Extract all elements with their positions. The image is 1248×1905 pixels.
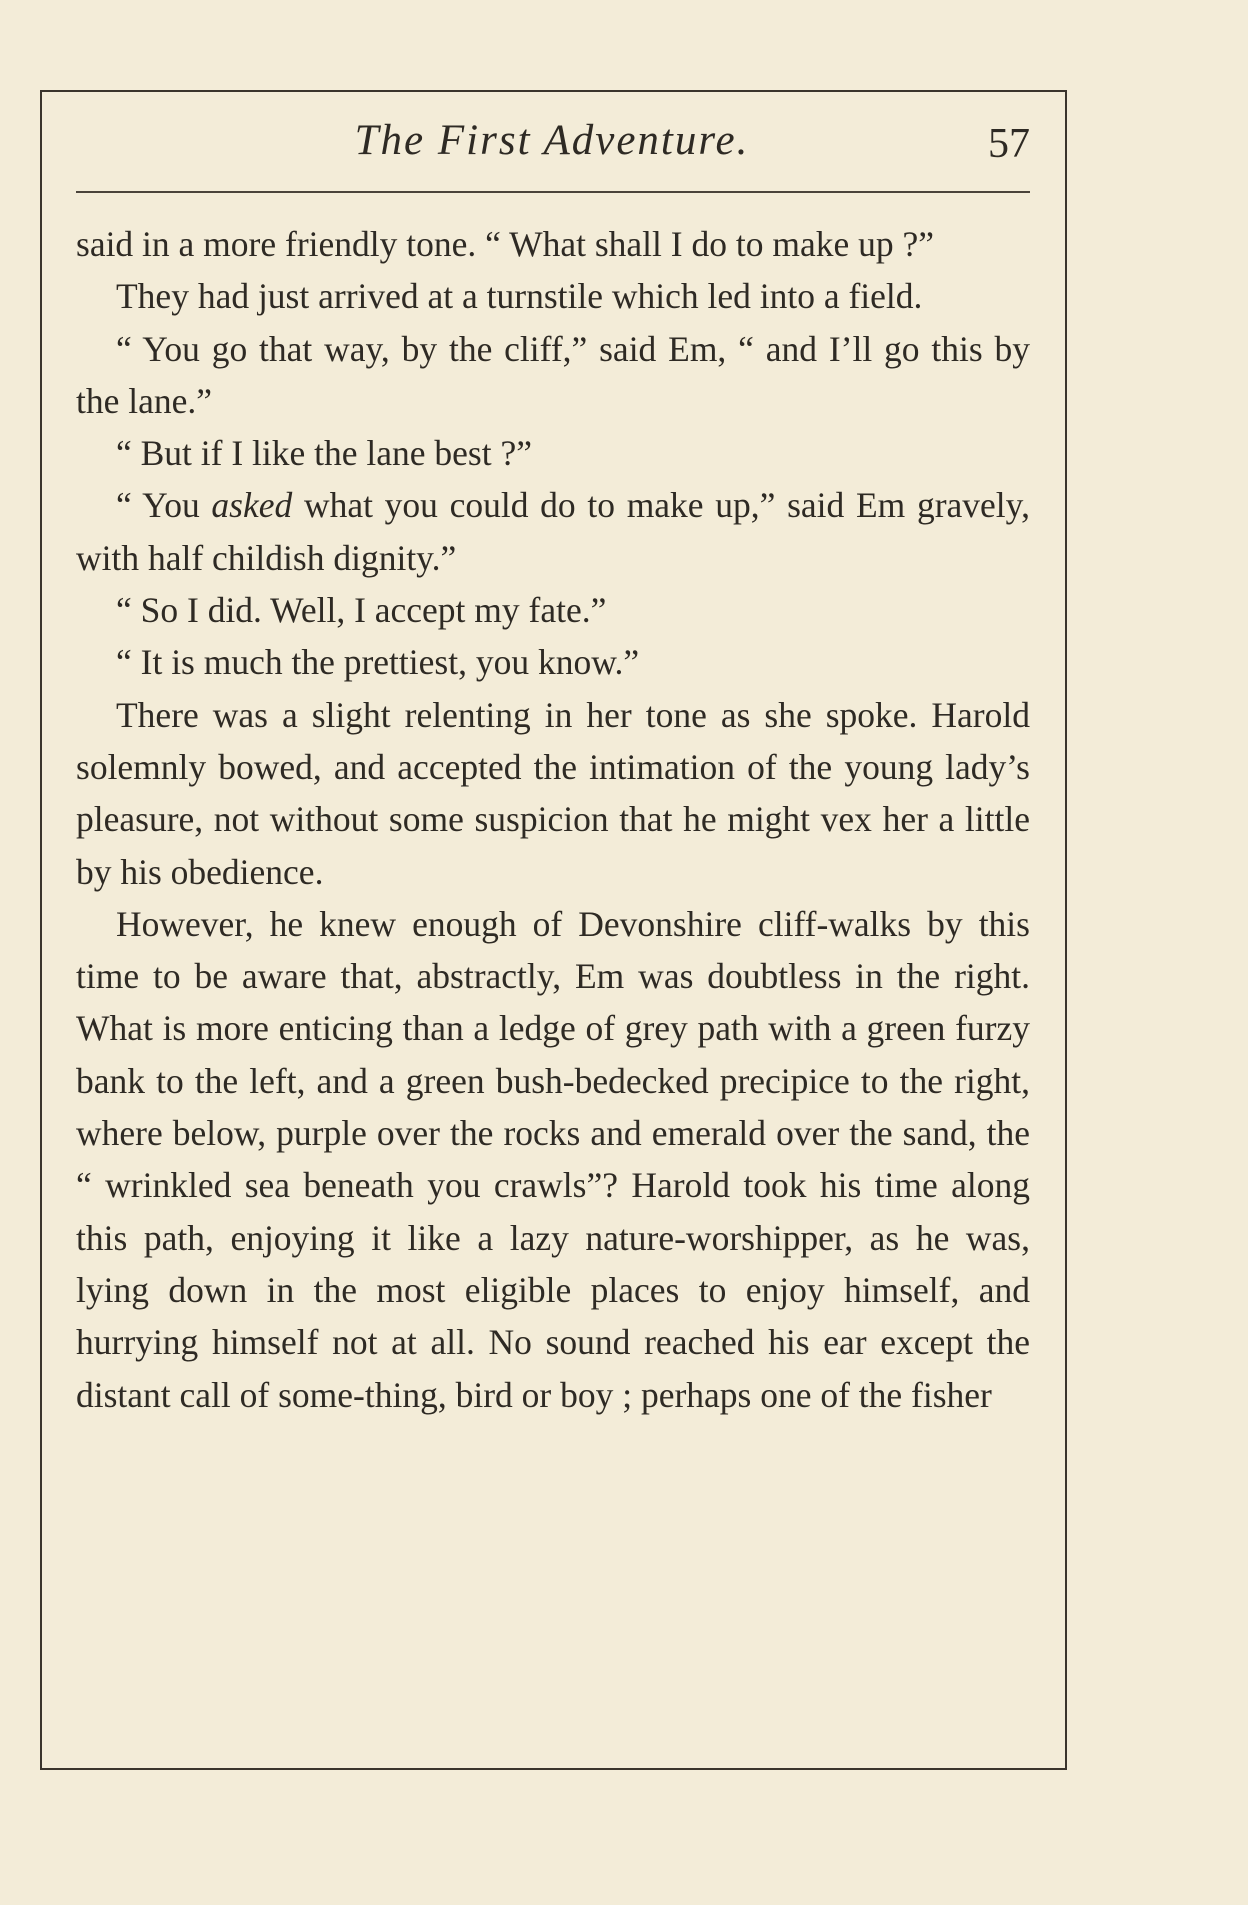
emphasized-word: asked bbox=[211, 485, 293, 526]
paragraph-9: However, he knew enough of Devonshire cliff-walks by this time to be aware that, abstractly, Em was doubtless in the right. What is more enticing than a ledge of grey path with a green furzy bank to the left, and a green bush-bedecked precipice to the right, where below, purple over the rocks and emerald over the sand, the “ wrinkled sea beneath you crawls”? Harold took his time along this path, enjoying it like a lazy nature-worshipper, as he was, lying down in the most eligible places to enjoy himself, and hurrying himself not at all. No sound reached his ear except the distant call of some-thing, bird or boy ; perhaps one of the fisher bbox=[76, 903, 1030, 1415]
page-number: 57 bbox=[988, 121, 1030, 167]
paragraph-5-start: “ You bbox=[116, 485, 212, 526]
paragraph-3: “ You go that way, by the cliff,” said Em, “ and I’ll go this by the lane.” bbox=[76, 328, 1030, 421]
header-rule bbox=[76, 191, 1030, 193]
paragraph-1: said in a more friendly tone. “ What shall I do to make up ?” bbox=[76, 224, 934, 264]
paragraph-5-end: what you could do to make up,” said Em gravely, with half childish dignity.” bbox=[76, 485, 1030, 578]
body-text bbox=[76, 218, 1030, 1421]
paragraph-5 bbox=[76, 479, 1030, 584]
paragraph-8: There was a slight relenting in her tone as she spoke. Harold solemnly bowed, and accepted the intimation of the young lady’s pleasure, not without some suspicion that he might vex her a little by his obedience. bbox=[76, 694, 1030, 892]
running-title: The First Adventure. bbox=[354, 117, 750, 164]
paragraph-2: They had just arrived at a turnstile which led into a field. bbox=[116, 276, 923, 317]
paragraph-7: “ It is much the prettiest, you know.” bbox=[116, 642, 640, 683]
paragraph-4: “ But if I like the lane best ?” bbox=[116, 433, 532, 474]
running-head bbox=[74, 112, 1030, 182]
paragraph-6: “ So I did. Well, I accept my fate.” bbox=[116, 590, 607, 631]
